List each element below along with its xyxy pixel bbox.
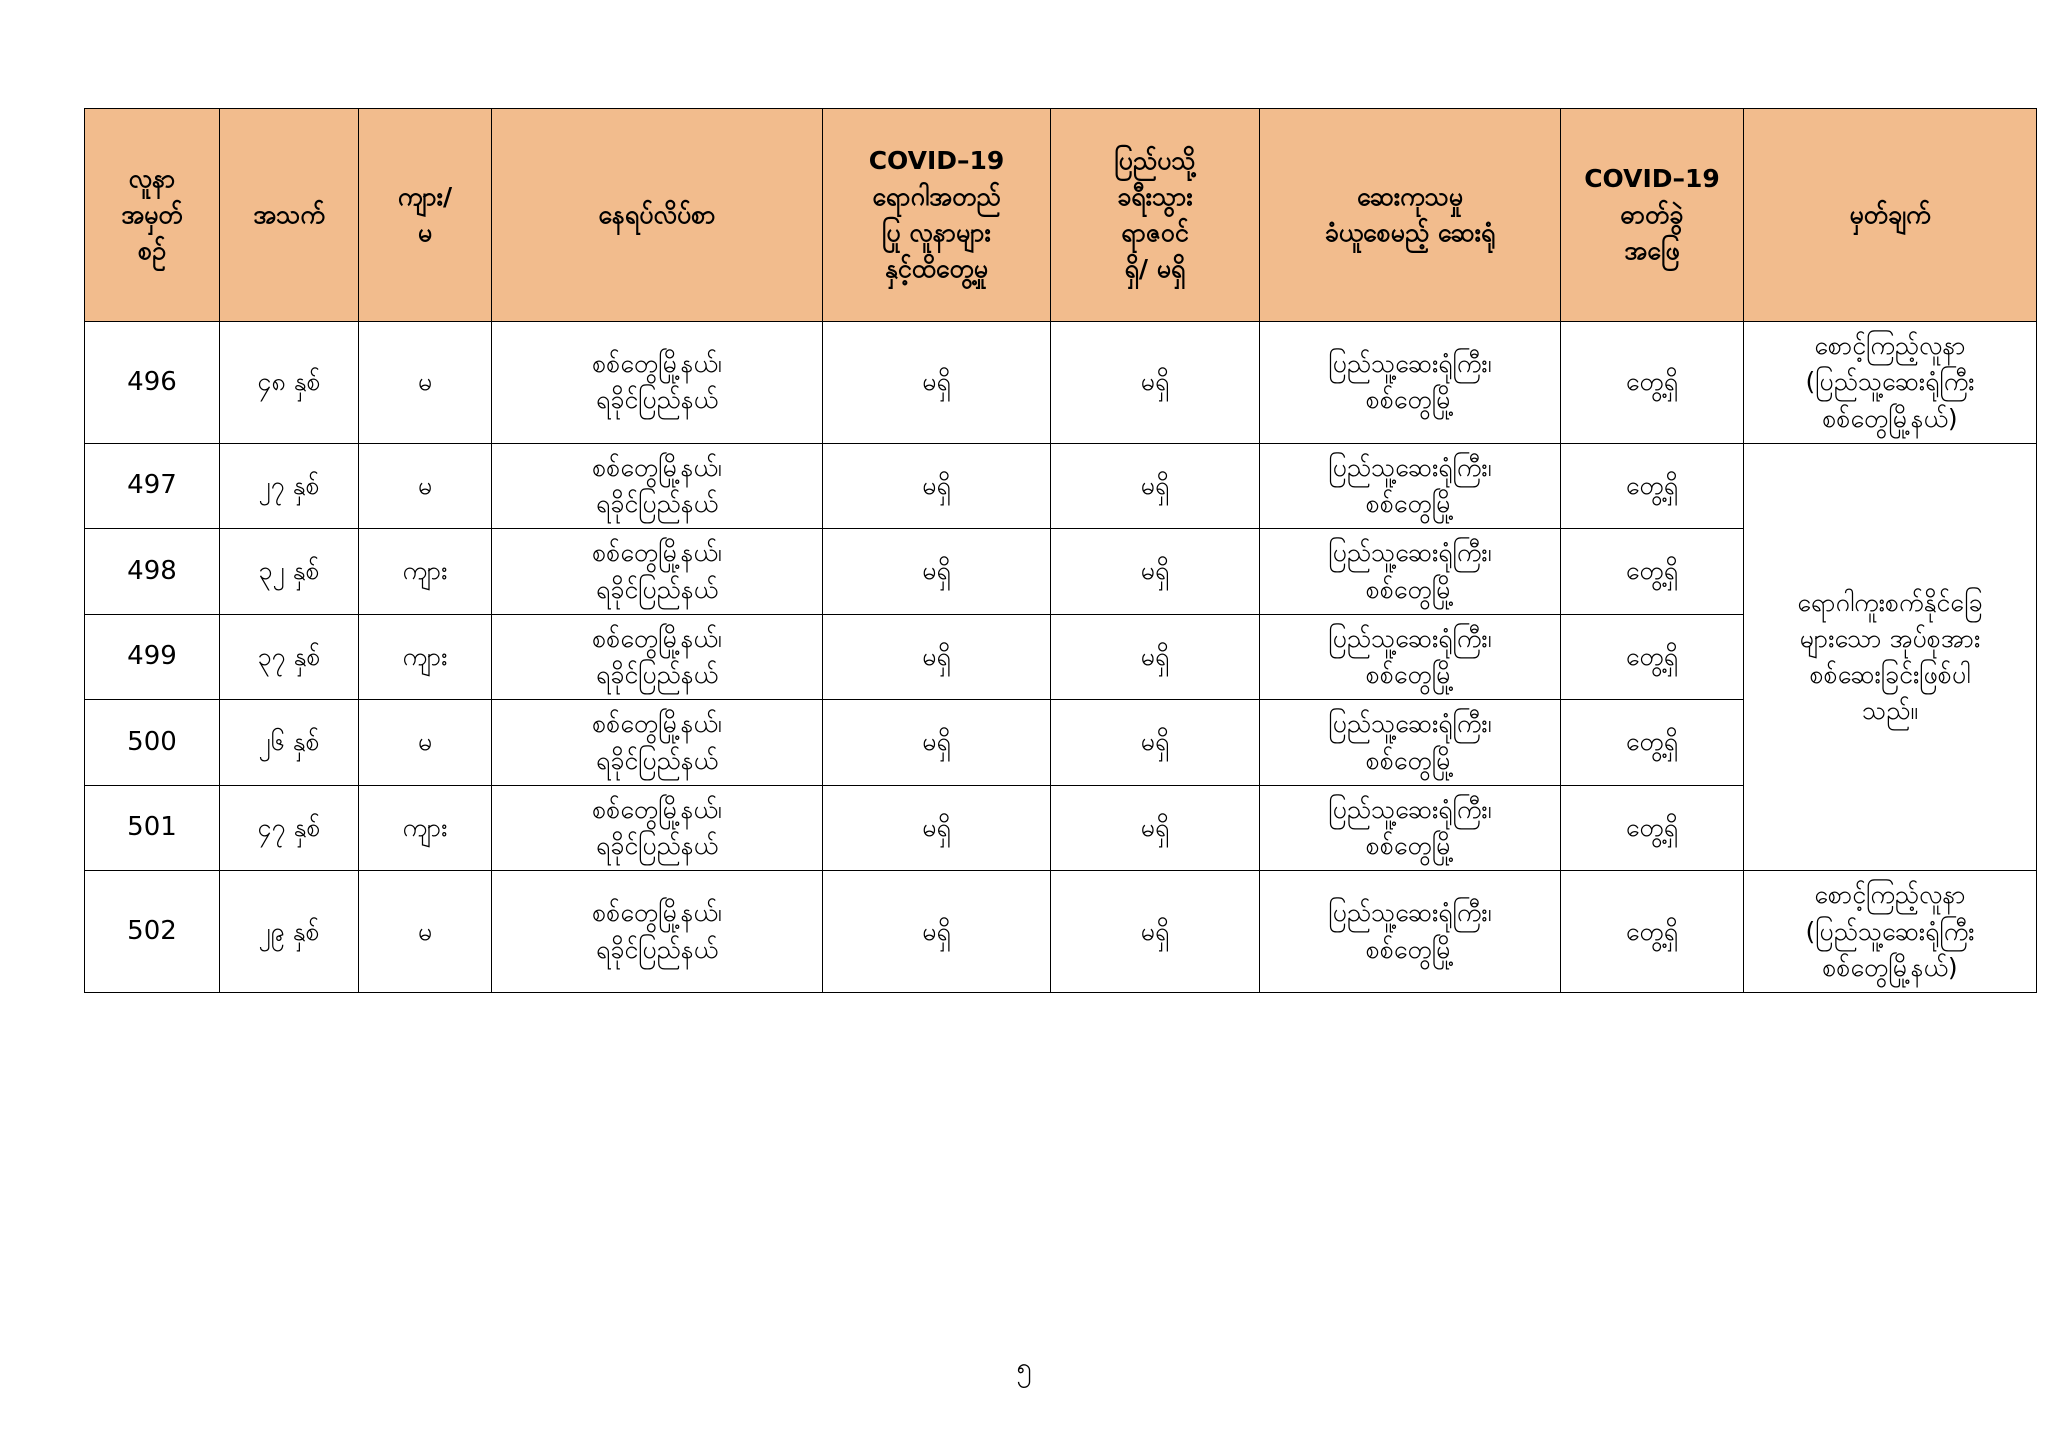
header-line: ဓာတ်ခွဲ xyxy=(1620,199,1684,229)
header-line: နှင့်ထိတွေ့မှု xyxy=(884,254,989,284)
table-header xyxy=(85,109,2037,322)
cell-line: များသော အုပ်စုအား xyxy=(1799,623,1981,653)
cell-serial: 499 xyxy=(85,614,220,700)
cell-lab-result: တွေ့ရှိ xyxy=(1561,785,1744,871)
cell-serial: 502 xyxy=(85,871,220,993)
cell-hospital xyxy=(1260,614,1561,700)
cell-travel-history: မရှိ xyxy=(1051,785,1260,871)
cell-line: စစ်တွေမြို့နယ်၊ xyxy=(592,709,722,739)
cell-sex: မ xyxy=(359,443,492,529)
header-line: COVID–19 xyxy=(868,145,1005,175)
cell-hospital xyxy=(1260,322,1561,444)
cell-age: ၂၉ နှစ် xyxy=(220,871,359,993)
cell-age: ၃၂ နှစ် xyxy=(220,529,359,615)
header-line: ရှိ/ မရှိ xyxy=(1124,254,1186,284)
table-header-row xyxy=(85,109,2037,322)
cell-address xyxy=(492,785,823,871)
cell-hospital xyxy=(1260,785,1561,871)
cell-travel-history: မရှိ xyxy=(1051,700,1260,786)
cell-hospital xyxy=(1260,700,1561,786)
cell-line: (ပြည်သူ့ဆေးရုံကြီး xyxy=(1805,916,1975,946)
cell-line: ပြည်သူ့ဆေးရုံကြီး၊ xyxy=(1328,794,1492,824)
cell-travel-history: မရှိ xyxy=(1051,529,1260,615)
cell-hospital xyxy=(1260,443,1561,529)
cell-travel-history: မရှိ xyxy=(1051,322,1260,444)
header-line: အဖြေ xyxy=(1624,236,1680,266)
cell-serial: 497 xyxy=(85,443,220,529)
cell-sex: ကျား xyxy=(359,529,492,615)
header-line: ဆေးကုသမှု xyxy=(1356,181,1464,211)
cell-address xyxy=(492,529,823,615)
cell-line: ပြည်သူ့ဆေးရုံကြီး၊ xyxy=(1328,623,1492,653)
cell-contact: မရှိ xyxy=(823,529,1051,615)
cell-line: ရောဂါကူးစက်နိုင်ခြေ xyxy=(1797,587,1983,617)
cell-line: ပြည်သူ့ဆေးရုံကြီး၊ xyxy=(1328,349,1492,379)
cell-address xyxy=(492,614,823,700)
cell-line: ပြည်သူ့ဆေးရုံကြီး၊ xyxy=(1328,538,1492,568)
cell-serial: 498 xyxy=(85,529,220,615)
cell-travel-history: မရှိ xyxy=(1051,871,1260,993)
cell-line: ရခိုင်ပြည်နယ် xyxy=(595,660,719,689)
column-header-sex xyxy=(359,109,492,322)
table-body xyxy=(85,322,2037,993)
cell-line: ရခိုင်ပြည်နယ် xyxy=(595,934,719,964)
cell-contact: မရှိ xyxy=(823,443,1051,529)
cell-line: စစ်တွေမြို့ xyxy=(1365,489,1455,518)
header-line: မှတ်ချက် xyxy=(1849,199,1931,229)
header-line: မ xyxy=(417,218,433,247)
header-line: COVID–19 xyxy=(1584,163,1720,193)
cell-sex: မ xyxy=(359,700,492,786)
header-line: ပြု လူနာများ xyxy=(882,218,991,247)
cell-line: ပြည်သူ့ဆေးရုံကြီး၊ xyxy=(1328,452,1492,482)
cell-lab-result: တွေ့ရှိ xyxy=(1561,700,1744,786)
cell-age: ၄၈ နှစ် xyxy=(220,322,359,444)
cell-line: စစ်တွေမြို့ xyxy=(1365,574,1455,604)
column-header-travel-history xyxy=(1051,109,1260,322)
cell-serial: 501 xyxy=(85,785,220,871)
cell-line: ရခိုင်ပြည်နယ် xyxy=(595,385,719,415)
cell-line: စစ်တွေမြို့ xyxy=(1365,660,1455,689)
column-header-age xyxy=(220,109,359,322)
cell-line: စစ်တွေမြို့နယ်၊ xyxy=(592,538,722,568)
cell-sex: မ xyxy=(359,871,492,993)
cell-contact: မရှိ xyxy=(823,700,1051,786)
column-header-remark xyxy=(1744,109,2037,322)
cell-line: စစ်တွေမြို့နယ်၊ xyxy=(592,623,722,653)
header-line: စဉ် xyxy=(138,236,166,266)
cell-lab-result: တွေ့ရှိ xyxy=(1561,443,1744,529)
cell-line: စစ်တွေမြို့နယ်၊ xyxy=(592,898,722,928)
column-header-contact xyxy=(823,109,1051,322)
column-header-serial xyxy=(85,109,220,322)
cell-line: စစ်တွေမြို့နယ်) xyxy=(1822,952,1958,982)
header-line: ကျား/ xyxy=(397,181,453,211)
cell-sex: ကျား xyxy=(359,614,492,700)
table-row xyxy=(85,871,2037,993)
cell-contact: မရှိ xyxy=(823,785,1051,871)
cell-address xyxy=(492,443,823,529)
cell-age: ၂၆ နှစ် xyxy=(220,700,359,786)
cell-line: ရခိုင်ပြည်နယ် xyxy=(595,574,719,604)
header-line: ရောဂါအတည် xyxy=(872,181,1001,211)
cell-line: စောင့်ကြည့်လူနာ xyxy=(1814,331,1966,360)
cell-line: စစ်တွေမြို့ xyxy=(1365,385,1455,415)
cell-line: ရခိုင်ပြည်နယ် xyxy=(595,745,719,775)
cell-contact: မရှိ xyxy=(823,871,1051,993)
cell-line: စစ်တွေမြို့နယ်) xyxy=(1822,403,1958,433)
cell-line: စစ်တွေမြို့နယ်၊ xyxy=(592,349,722,379)
cell-line: သည်။ xyxy=(1862,696,1918,726)
cell-lab-result: တွေ့ရှိ xyxy=(1561,529,1744,615)
cell-line: စောင့်ကြည့်လူနာ xyxy=(1814,880,1966,910)
column-header-lab-result xyxy=(1561,109,1744,322)
table-row xyxy=(85,443,2037,529)
cell-age: ၂၇ နှစ် xyxy=(220,443,359,529)
cell-hospital xyxy=(1260,529,1561,615)
header-line: ခရီးသွား xyxy=(1117,181,1193,211)
cell-line: စစ်တွေမြို့ xyxy=(1365,831,1455,860)
header-line: ခံယူစေမည့် ဆေးရုံ xyxy=(1324,218,1496,247)
cell-hospital xyxy=(1260,871,1561,993)
cell-line: စစ်တွေမြို့ xyxy=(1365,745,1455,775)
header-line: အသက် xyxy=(253,199,325,229)
cell-lab-result: တွေ့ရှိ xyxy=(1561,871,1744,993)
column-header-hospital xyxy=(1260,109,1561,322)
cell-line: ပြည်သူ့ဆေးရုံကြီး၊ xyxy=(1328,709,1492,739)
cell-remark xyxy=(1744,871,2037,993)
cell-travel-history: မရှိ xyxy=(1051,443,1260,529)
cell-line: ရခိုင်ပြည်နယ် xyxy=(595,489,719,518)
cell-line: စစ်တွေမြို့ xyxy=(1365,934,1455,964)
cell-address xyxy=(492,322,823,444)
cell-line: ပြည်သူ့ဆေးရုံကြီး၊ xyxy=(1328,898,1492,928)
cell-line: (ပြည်သူ့ဆေးရုံကြီး xyxy=(1805,367,1975,397)
cell-line: စစ်တွေမြို့နယ်၊ xyxy=(592,452,722,482)
header-line: နေရပ်လိပ်စာ xyxy=(598,199,716,229)
header-line: အမှတ် xyxy=(121,199,183,229)
cell-serial: 496 xyxy=(85,322,220,444)
cell-age: ၄၇ နှစ် xyxy=(220,785,359,871)
cell-lab-result: တွေ့ရှိ xyxy=(1561,322,1744,444)
cell-age: ၃၇ နှစ် xyxy=(220,614,359,700)
table-row xyxy=(85,322,2037,444)
cell-lab-result: တွေ့ရှိ xyxy=(1561,614,1744,700)
cell-remark xyxy=(1744,322,2037,444)
header-line: ရာဇဝင် xyxy=(1121,218,1189,247)
cell-serial: 500 xyxy=(85,700,220,786)
cell-sex: ကျား xyxy=(359,785,492,871)
cell-travel-history: မရှိ xyxy=(1051,614,1260,700)
covid-patient-table xyxy=(84,108,2037,993)
cell-remark xyxy=(1744,443,2037,871)
page-number: ၅ xyxy=(1016,1352,1032,1383)
cell-line: စစ်ဆေးခြင်းဖြစ်ပါ xyxy=(1809,660,1971,689)
cell-address xyxy=(492,700,823,786)
column-header-address xyxy=(492,109,823,322)
header-line: လူနာ xyxy=(128,163,176,193)
cell-contact: မရှိ xyxy=(823,614,1051,700)
cell-line: စစ်တွေမြို့နယ်၊ xyxy=(592,794,722,824)
cell-line: ရခိုင်ပြည်နယ် xyxy=(595,831,719,860)
header-line: ပြည်ပသို့ xyxy=(1114,145,1196,175)
cell-address xyxy=(492,871,823,993)
cell-contact: မရှိ xyxy=(823,322,1051,444)
cell-sex: မ xyxy=(359,322,492,444)
